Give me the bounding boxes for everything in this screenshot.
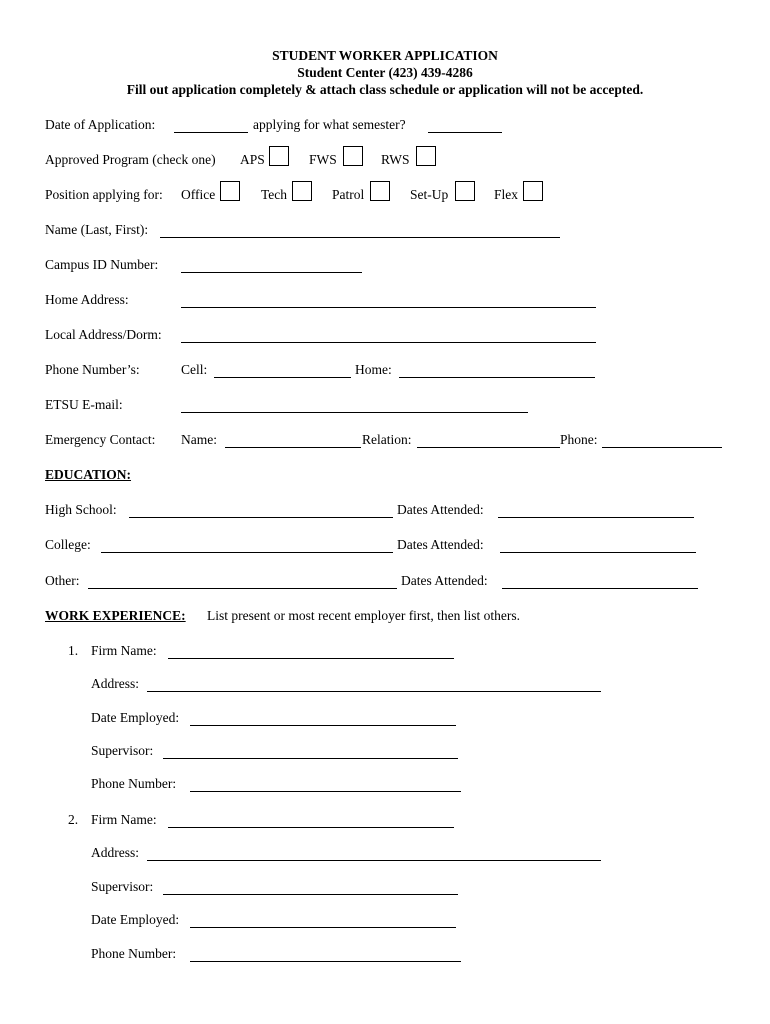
other-field[interactable] (88, 588, 397, 589)
office-checkbox[interactable] (220, 181, 240, 201)
name-label: Name (Last, First): (45, 222, 149, 237)
entry-2-date-label: Date Employed: (91, 912, 180, 927)
entry-2-firm-field[interactable] (168, 827, 454, 828)
local-address-field[interactable] (181, 342, 596, 343)
ec-phone-label: Phone: (560, 432, 598, 447)
entry-1-supervisor-field[interactable] (163, 758, 458, 759)
cell-field[interactable] (214, 377, 351, 378)
entry-2-number: 2. (68, 812, 79, 827)
other-dates-label: Dates Attended: (401, 573, 488, 588)
fws-checkbox[interactable] (343, 146, 363, 166)
college-dates-field[interactable] (500, 552, 696, 553)
entry-1-phone-label: Phone Number: (91, 776, 177, 791)
entry-2-supervisor-label: Supervisor: (91, 879, 154, 894)
college-label: College: (45, 537, 91, 552)
semester-field[interactable] (428, 132, 502, 133)
entry-2-phone-label: Phone Number: (91, 946, 177, 961)
form-subtitle: Student Center (423) 439-4286 (297, 65, 473, 80)
high-school-field[interactable] (129, 517, 393, 518)
ec-relation-label: Relation: (362, 432, 412, 447)
flex-checkbox[interactable] (523, 181, 543, 201)
email-field[interactable] (181, 412, 528, 413)
campus-id-field[interactable] (181, 272, 362, 273)
campus-id-label: Campus ID Number: (45, 257, 159, 272)
date-of-application-field[interactable] (174, 132, 248, 133)
entry-1-date-field[interactable] (190, 725, 456, 726)
entry-1-phone-field[interactable] (190, 791, 461, 792)
college-field[interactable] (101, 552, 393, 553)
position-option-setup: Set-Up (410, 187, 449, 202)
setup-checkbox[interactable] (455, 181, 475, 201)
ec-phone-field[interactable] (602, 447, 722, 448)
entry-1-supervisor-label: Supervisor: (91, 743, 154, 758)
entry-1-date-label: Date Employed: (91, 710, 180, 725)
tech-checkbox[interactable] (292, 181, 312, 201)
entry-1-firm-field[interactable] (168, 658, 454, 659)
entry-2-firm-label: Firm Name: (91, 812, 157, 827)
home-address-field[interactable] (181, 307, 596, 308)
position-option-tech: Tech (261, 187, 288, 202)
entry-1-address-field[interactable] (147, 691, 601, 692)
high-school-label: High School: (45, 502, 117, 517)
email-label: ETSU E-mail: (45, 397, 123, 412)
position-option-patrol: Patrol (332, 187, 365, 202)
other-label: Other: (45, 573, 80, 588)
cell-label: Cell: (181, 362, 208, 377)
aps-checkbox[interactable] (269, 146, 289, 166)
entry-2-supervisor-field[interactable] (163, 894, 458, 895)
work-experience-heading: WORK EXPERIENCE: (45, 608, 186, 623)
work-experience-instructions: List present or most recent employer first, then list others. (207, 608, 521, 623)
home-phone-label: Home: (355, 362, 392, 377)
position-option-office: Office (181, 187, 216, 202)
name-field[interactable] (160, 237, 560, 238)
form-title: STUDENT WORKER APPLICATION (272, 48, 498, 63)
local-address-label: Local Address/Dorm: (45, 327, 162, 342)
patrol-checkbox[interactable] (370, 181, 390, 201)
ec-name-label: Name: (181, 432, 217, 447)
entry-1-address-label: Address: (91, 676, 139, 691)
entry-2-date-field[interactable] (190, 927, 456, 928)
home-address-label: Home Address: (45, 292, 129, 307)
emergency-contact-label: Emergency Contact: (45, 432, 156, 447)
education-heading: EDUCATION: (45, 467, 132, 482)
entry-2-address-label: Address: (91, 845, 139, 860)
home-phone-field[interactable] (399, 377, 595, 378)
semester-label: applying for what semester? (253, 117, 406, 132)
phone-label: Phone Number’s: (45, 362, 140, 377)
program-option-fws: FWS (309, 152, 337, 167)
ec-name-field[interactable] (225, 447, 361, 448)
rws-checkbox[interactable] (416, 146, 436, 166)
entry-1-firm-label: Firm Name: (91, 643, 157, 658)
program-option-rws: RWS (381, 152, 410, 167)
hs-dates-label: Dates Attended: (397, 502, 484, 517)
college-dates-label: Dates Attended: (397, 537, 484, 552)
other-dates-field[interactable] (502, 588, 698, 589)
position-label: Position applying for: (45, 187, 163, 202)
entry-2-address-field[interactable] (147, 860, 601, 861)
position-option-flex: Flex (494, 187, 519, 202)
form-instructions: Fill out application completely & attach class schedule or application will not be accepted. (126, 82, 644, 97)
ec-relation-field[interactable] (417, 447, 560, 448)
program-option-aps: APS (240, 152, 265, 167)
hs-dates-field[interactable] (498, 517, 694, 518)
entry-1-number: 1. (68, 643, 79, 658)
program-label: Approved Program (check one) (45, 152, 216, 167)
date-of-application-label: Date of Application: (45, 117, 156, 132)
entry-2-phone-field[interactable] (190, 961, 461, 962)
